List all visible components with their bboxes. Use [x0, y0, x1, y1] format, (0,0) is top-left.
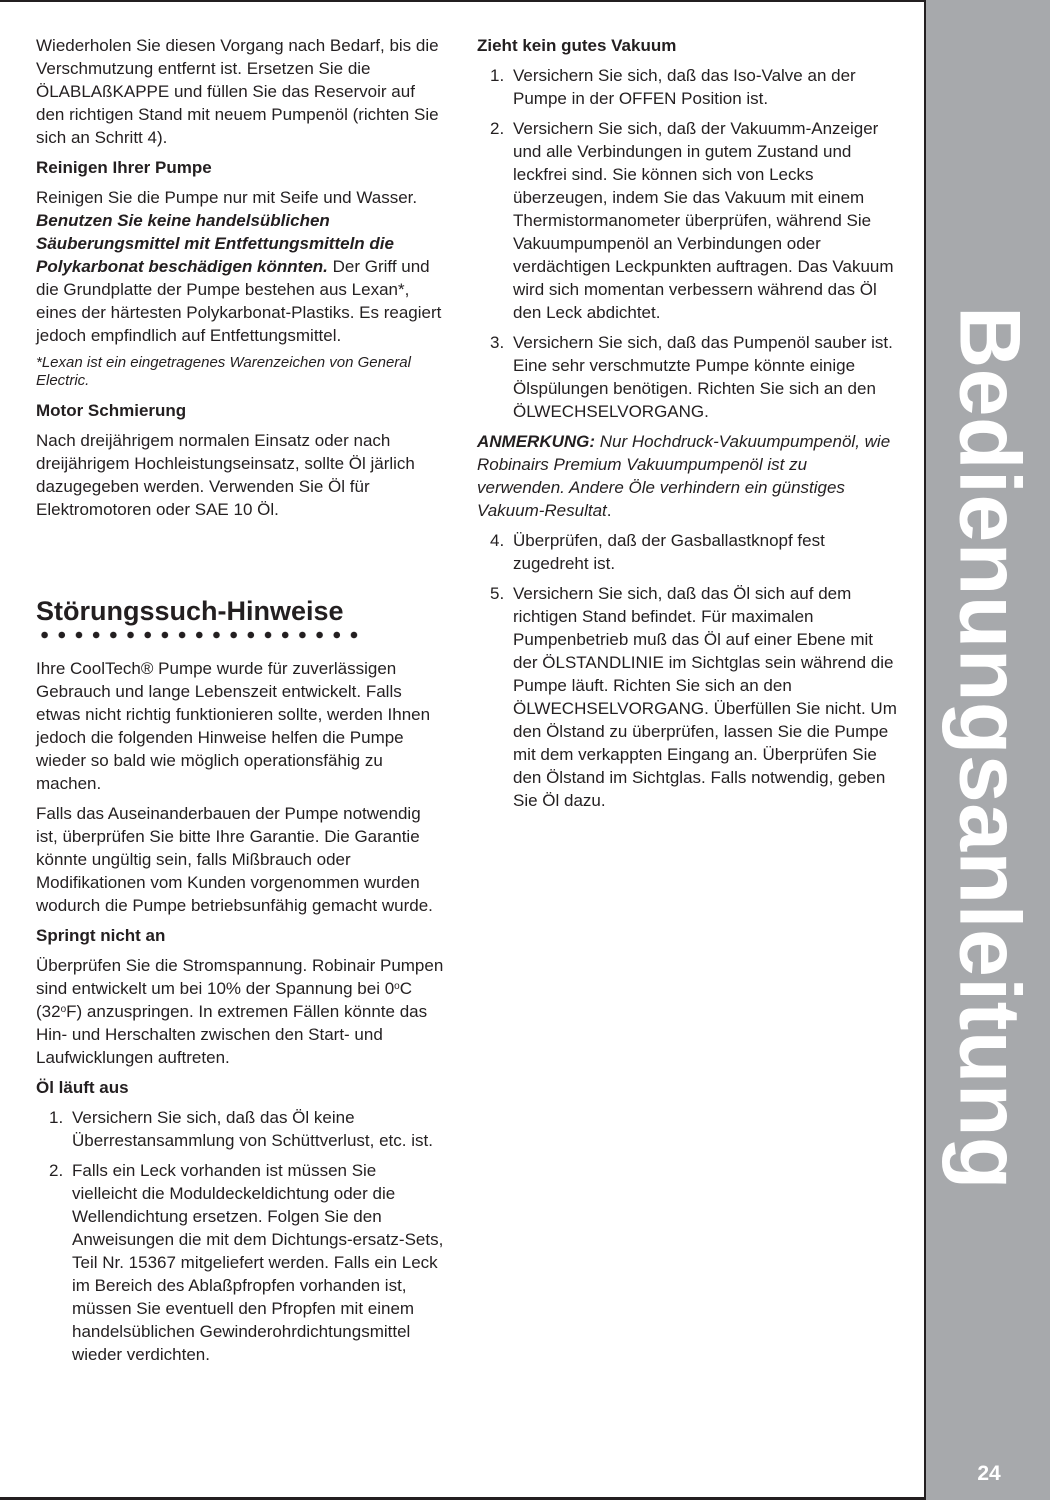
registered-mark: ®	[140, 659, 154, 678]
troubleshooting-heading: Störungssuch-Hinweise	[36, 596, 344, 626]
list-text: Versichern Sie sich, daß der Vakuumm-Anzeiger und alle Verbindungen in gutem Zustand und leckfrei sind. Sie können sich von Lecks überzeugen, indem Sie das Vakuum mit einem Thermistormanometer überprüfen, während Sie Vakuumpumpenöl an Verbindungen oder verdächtigen Leckpunkten auftragen. Das Vakuum wird sich momentan verbessern während das Öl den Leck abdichtet.	[513, 119, 894, 322]
list-number: 3.	[490, 333, 505, 352]
list-item	[477, 117, 897, 324]
list-number: 1.	[490, 66, 505, 85]
note-end: .	[606, 501, 612, 520]
not-starting-text-c: F) anzuspringen. In extremen Fällen könnte das Hin- und Herschalten zwischen den Start- und Laufwicklungen auftreten.	[36, 1002, 428, 1067]
troubleshooting-intro-2: Falls das Auseinanderbauen der Pumpe notwendig ist, überprüfen Sie bitte Ihre Garantie. Die Garantie könnte ungültig sein, falls Mißbrauch oder Modifikationen vom Kunden vorgenommen wurden wodurch die Pumpe betriebsunfähig gemacht wurde.	[36, 804, 433, 915]
note-label: ANMERKUNG:	[477, 432, 596, 451]
not-starting-text-a: Überprüfen Sie die Stromspannung. Robinair Pumpen sind entwickelt um bei 10% der Spannung bei 0	[36, 956, 444, 998]
note-text: Nur Hochdruck-Vakuumpumpenöl, wie Robinairs Premium Vakuumpumpenöl ist zu verwenden. Andere Öle verhindern ein günstiges Vakuum-Resultat	[477, 432, 891, 520]
list-item	[477, 529, 897, 575]
motor-heading: Motor Schmierung	[36, 401, 187, 420]
list-text: Überprüfen, daß der Gasballastknopf fest zugedreht ist.	[513, 531, 825, 573]
list-item	[36, 1106, 446, 1152]
list-number: 2.	[49, 1161, 64, 1180]
list-item	[36, 1159, 446, 1366]
list-item	[477, 64, 897, 110]
list-text: Falls ein Leck vorhanden ist müssen Sie vielleicht die Moduldeckeldichtung oder die Wellendichtung ersetzen. Folgen Sie den Anweisungen die mit dem Dichtungs-ersatz-Sets, Teil Nr. 15367 mitgeliefert werden. Falls ein Leck im Bereich des Ablaßpfropfen vorhanden ist, müssen Sie eventuell den Pfropfen mit einem handelsüblichen Gewinderohrdichtungsmittel wieder verdichten.	[72, 1161, 444, 1364]
vacuum-list-b	[477, 529, 897, 812]
intro-rest-text: Pumpe wurde für zuverlässigen Gebrauch und lange Lebenszeit entwickelt. Falls etwas nicht richtig funktionieren sollte, werden Ihnen jedoch die folgenden Hinweise helfen die Pumpe wieder so bald wie möglich operationsfähig zu machen.	[36, 659, 431, 793]
list-text: Versichern Sie sich, daß das Pumpenöl sauber ist. Eine sehr verschmutzte Pumpe könnte einige Ölspülungen benötigen. Richten Sie sich an den ÖLWECHSELVORGANG.	[513, 333, 893, 421]
degree-symbol: o	[394, 981, 400, 992]
cleaning-heading: Reinigen Ihrer Pumpe	[36, 158, 212, 177]
vacuum-heading: Zieht kein gutes Vakuum	[477, 36, 677, 55]
not-starting-heading: Springt nicht an	[36, 926, 166, 945]
oil-leak-heading: Öl läuft aus	[36, 1078, 129, 1097]
heading-dot-rule	[36, 629, 362, 641]
list-text: Versichern Sie sich, daß das Iso-Valve an der Pumpe in der OFFEN Position ist.	[513, 66, 856, 108]
cleaning-text-end: Der Griff und die Grundplatte der Pumpe bestehen aus Lexan*, eines der härtesten Polykarbonat-Plastiks. Es reagiert jedoch empfindlich auf Entfettungsmittel.	[36, 257, 442, 345]
degree-symbol: o	[60, 1004, 67, 1015]
list-text: Versichern Sie sich, daß das Öl sich auf dem richtigen Stand befindet. Für maximalen Pumpenbetrieb muß das Öl auf einer Ebene mit der ÖLSTANDLINIE im Sichtglas sein während die Pumpe läuft. Richten Sie sich an den ÖLWECHSELVORGANG. Überfüllen Sie nicht. Um den Ölstand zu überprüfen, lassen Sie die Pumpe mit dem verkappten Eingang an. Überprüfen Sie den Ölstand im Sichtglas. Falls notwendig, geben Sie Öl dazu.	[513, 584, 897, 810]
cleaning-text-start: Reinigen Sie die Pumpe nur mit Seife und Wasser.	[36, 188, 418, 207]
page-number: 24	[977, 1462, 1001, 1485]
lexan-footnote: *Lexan ist ein eingetragenes Warenzeichen von General Electric.	[36, 354, 411, 389]
list-item	[477, 331, 897, 423]
intro-paragraph: Wiederholen Sie diesen Vorgang nach Bedarf, bis die Verschmutzung entfernt ist. Ersetzen Sie die ÖLABLAßKAPPE und füllen Sie das Reservoir auf den richtigen Stand mit neuem Pumpenöl (richten Sie sich an Schritt 4).	[36, 36, 439, 147]
section-title: Bedienungsanleitung	[941, 306, 1038, 1190]
top-rule	[0, 0, 924, 2]
list-text: Versichern Sie sich, daß das Öl keine Überrestansammlung von Schüttverlust, etc. ist.	[72, 1108, 433, 1150]
right-column	[477, 34, 897, 819]
troubleshooting-intro-1	[36, 657, 446, 795]
list-number: 2.	[490, 119, 505, 138]
list-number: 4.	[490, 531, 505, 550]
list-item	[477, 582, 897, 812]
intro-brand-text: Ihre CoolTech	[36, 659, 141, 678]
list-number: 5.	[490, 584, 505, 603]
list-number: 1.	[49, 1108, 64, 1127]
not-starting-paragraph	[36, 954, 446, 1069]
motor-paragraph: Nach dreijährigem normalen Einsatz oder nach dreijährigem Hochleistungseinsatz, sollte Öl järlich dazugegeben werden. Verwenden Sie Öl für Elektromotoren oder SAE 10 Öl.	[36, 431, 415, 519]
oil-note	[477, 430, 897, 522]
not-starting-text-b: C (32	[36, 979, 413, 1021]
oil-leak-list	[36, 1106, 446, 1366]
vacuum-list-a	[477, 64, 897, 423]
section-sidebar	[924, 0, 1050, 1500]
cleaning-paragraph	[36, 186, 446, 347]
cleaning-warning: Benutzen Sie keine handelsüblichen Säuberungsmittel mit Entfettungsmitteln die Polykarbonat beschädigen könnten.	[36, 211, 394, 276]
left-column	[36, 34, 446, 1373]
